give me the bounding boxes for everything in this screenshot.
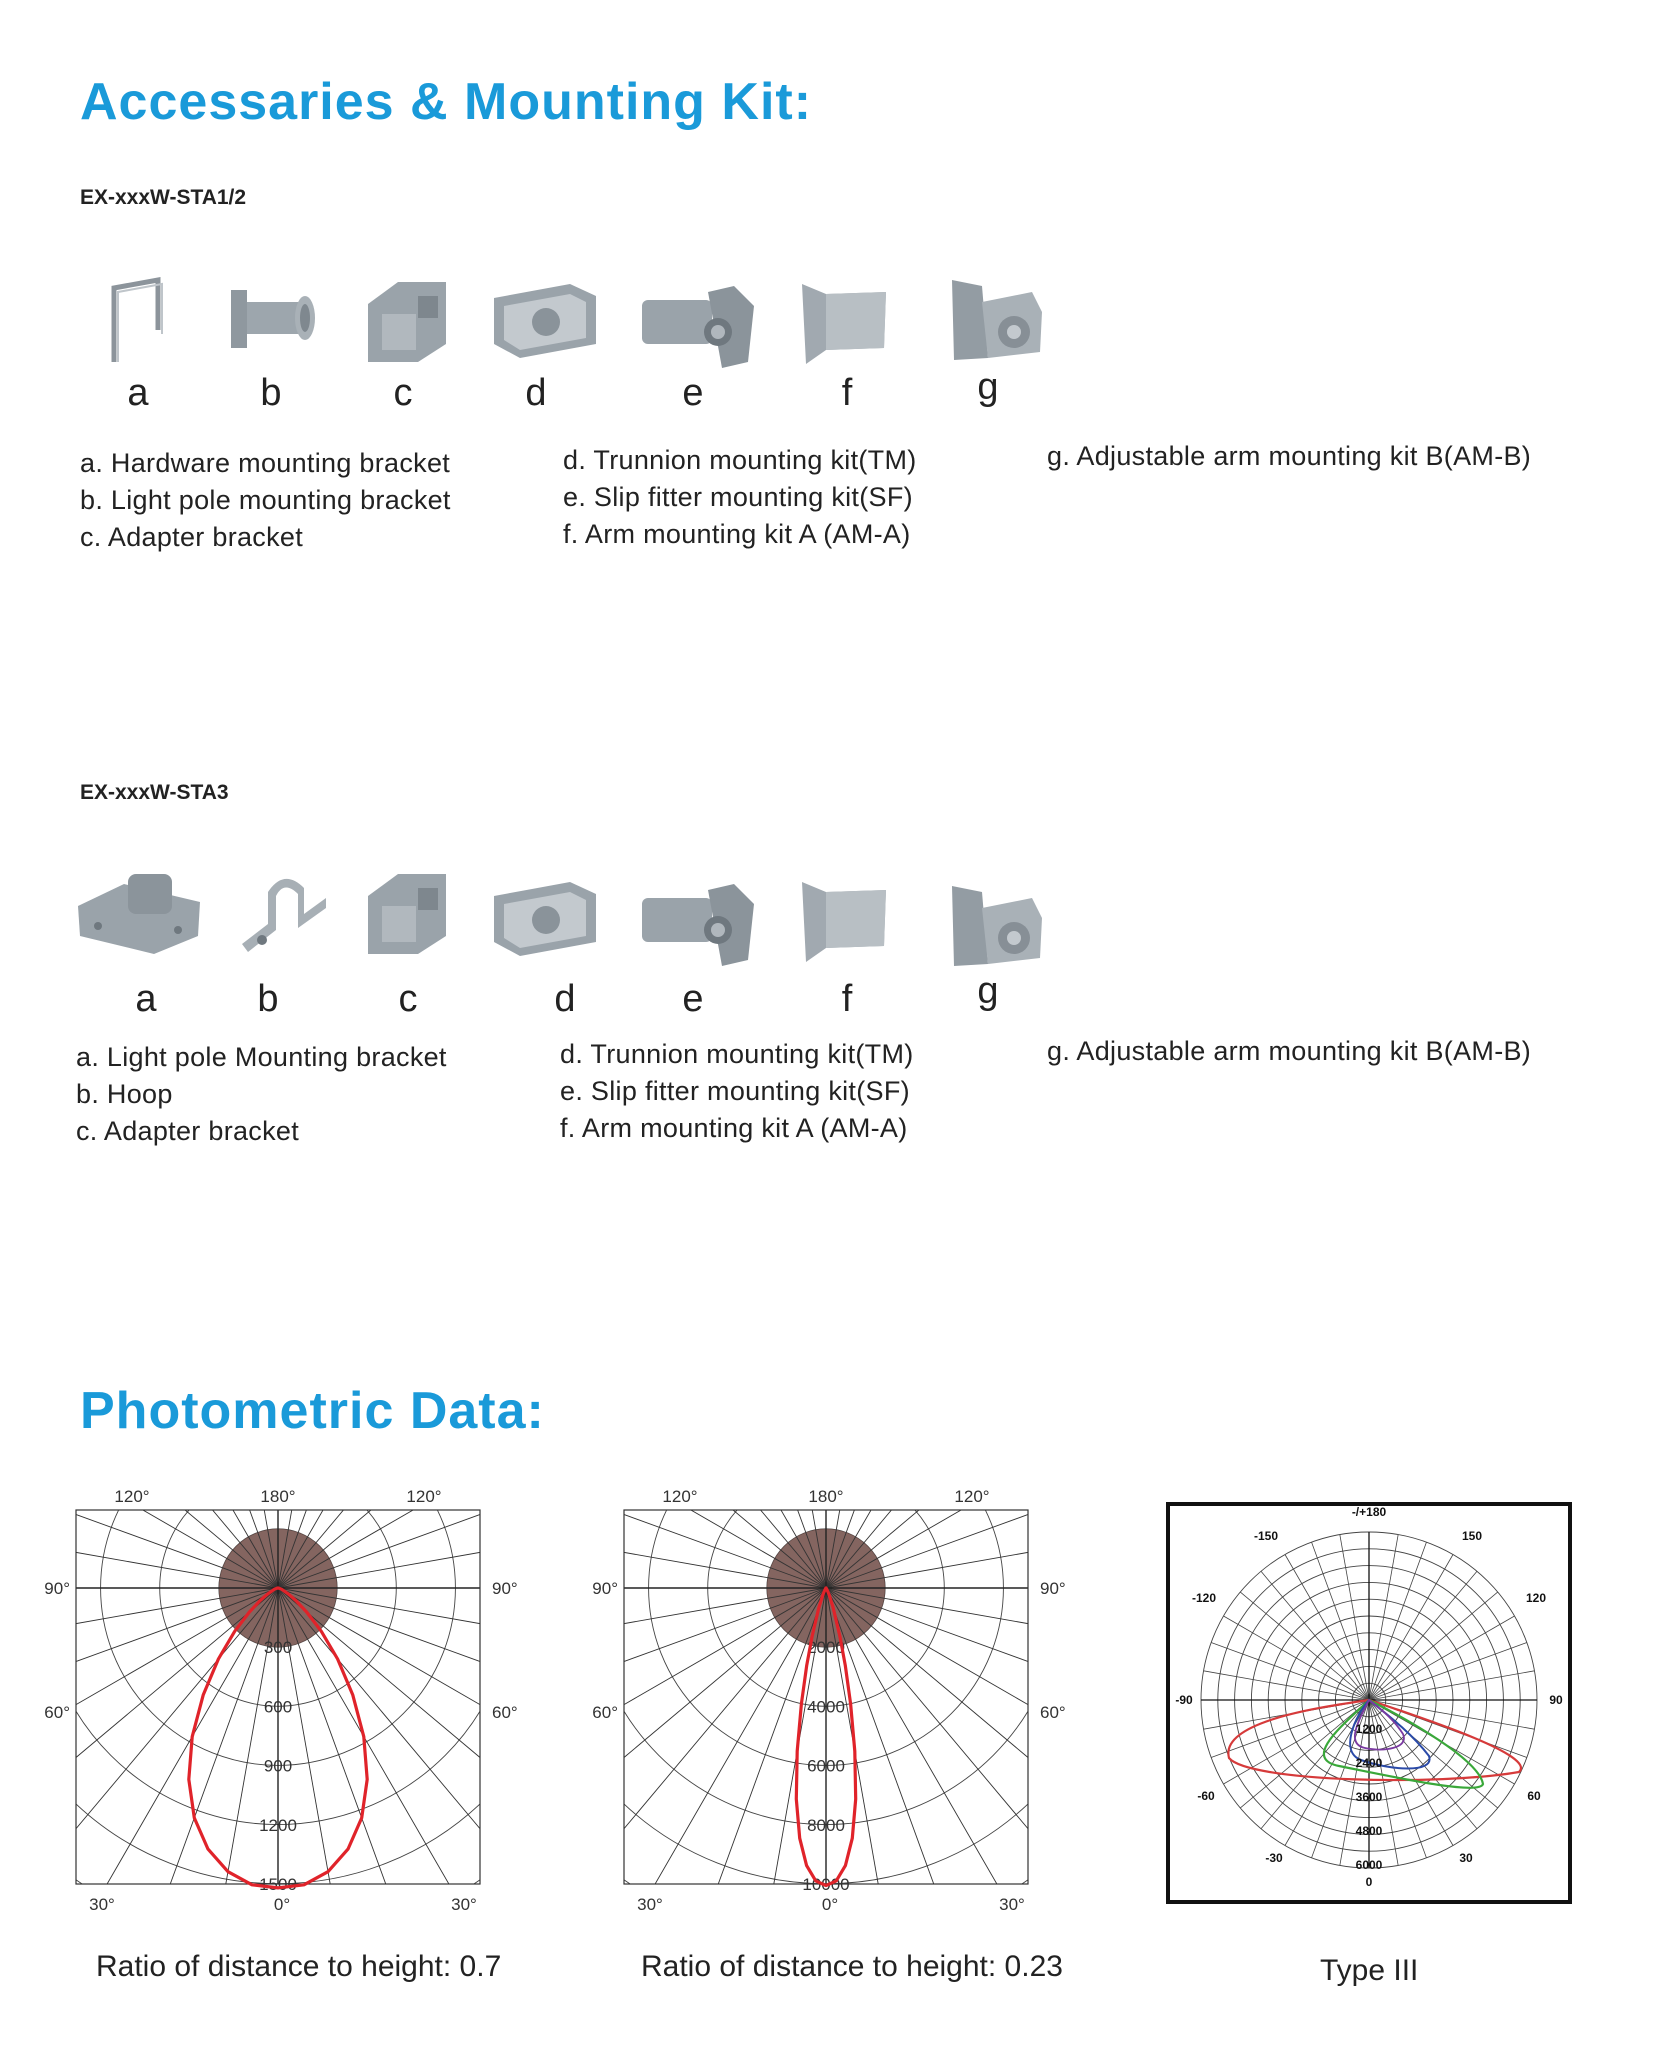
polar-chart-3 — [1166, 1502, 1572, 1904]
angle-label-right-60: 60° — [492, 1703, 518, 1722]
grid-spoke — [826, 1588, 1078, 1920]
kit2-part-g-image — [948, 878, 1048, 974]
kit2-letter-f: f — [841, 978, 853, 1020]
kit2-letter-a: a — [135, 978, 157, 1020]
kit1-desc-col1 — [80, 445, 451, 556]
angle-label-left-90: 90° — [44, 1579, 70, 1598]
angle-label-bottom-center: 0° — [273, 1895, 291, 1914]
kit1-model: EX-xxxW-STA1/2 — [80, 186, 247, 209]
angle-label-bottom-right: 30° — [451, 1895, 477, 1914]
angle-label-left-60: 60° — [592, 1703, 618, 1722]
type3-angle-label: 30 — [1459, 1851, 1473, 1865]
angle-label-top-right: 120° — [954, 1487, 990, 1506]
grid-spoke — [278, 1588, 530, 1920]
radial-tick-label: 900 — [263, 1756, 293, 1776]
radial-tick-label: 1200 — [259, 1815, 297, 1835]
radial-tick-label: 4000 — [807, 1697, 845, 1717]
kit2-letter-g: g — [977, 970, 999, 1012]
kit2-desc-item: a. Light pole Mounting bracket — [76, 1042, 447, 1072]
type3-angle-label: 150 — [1461, 1529, 1483, 1543]
type3-angle-label: 60 — [1527, 1789, 1541, 1803]
radial-tick-label: 2000 — [807, 1638, 845, 1658]
chart2-title: Ratio of distance to height: 0.23 — [641, 1950, 1063, 1983]
grid-spoke — [578, 1588, 826, 1920]
radial-tick-label: 1500 — [259, 1875, 297, 1894]
kit1-part-g-image — [948, 272, 1048, 368]
kit1-letter-g: g — [977, 366, 999, 408]
type3-angle-label: 90 — [1549, 1693, 1563, 1707]
grid-spoke — [826, 1588, 1078, 1896]
kit2-part-e-image — [638, 880, 768, 972]
kit1-part-d-image — [490, 278, 600, 364]
type3-angle-label: -60 — [1197, 1789, 1215, 1803]
kit1-desc-item: g. Adjustable arm mounting kit B(AM-B) — [1047, 441, 1532, 471]
kit2-desc-item: c. Adapter bracket — [76, 1116, 300, 1146]
kit2-letter-d: d — [554, 978, 576, 1020]
kit1-desc-item: a. Hardware mounting bracket — [80, 448, 451, 478]
kit2-part-f-image — [796, 876, 892, 962]
chart3-title: Type III — [1320, 1954, 1419, 1987]
grid-spoke — [826, 1588, 1078, 1920]
grid-spoke — [578, 1588, 826, 1920]
kit1-letter-c: c — [393, 372, 413, 414]
kit1-desc-col3 — [1047, 438, 1531, 475]
kit2-desc-item: b. Hoop — [76, 1079, 173, 1109]
angle-label-top-left: 120° — [114, 1487, 150, 1506]
type3-angle-label: -150 — [1253, 1529, 1279, 1543]
kit2-model: EX-xxxW-STA3 — [80, 781, 229, 804]
photometric-title: Photometric Data: — [80, 1382, 545, 1440]
angle-label-bottom-center: 0° — [821, 1895, 839, 1914]
grid-spoke — [278, 1588, 530, 1896]
kit1-letter-f: f — [841, 372, 853, 414]
type3-angle-label: 120 — [1525, 1591, 1547, 1605]
grid-spoke — [826, 1588, 1078, 1920]
grid-spoke — [578, 1588, 826, 1920]
angle-label-right-90: 90° — [492, 1579, 518, 1598]
grid-spoke — [30, 1588, 278, 1920]
kit1-letter-e: e — [682, 372, 704, 414]
grid-spoke — [826, 1588, 1078, 1920]
type3-radial-tick: 2400 — [1355, 1756, 1383, 1770]
radial-tick-label: 600 — [263, 1697, 293, 1717]
angle-label-bottom-left: 30° — [89, 1895, 115, 1914]
kit2-letter-e: e — [682, 978, 704, 1020]
type3-radial-tick: 1200 — [1355, 1722, 1383, 1736]
kit2-part-d-image — [490, 876, 600, 962]
angle-label-right-90: 90° — [1040, 1579, 1066, 1598]
grid-spoke — [826, 1588, 1078, 1920]
angle-label-left-90: 90° — [592, 1579, 618, 1598]
grid-spoke — [30, 1588, 278, 1920]
type3-angle-label: -/+180 — [1351, 1505, 1387, 1519]
kit1-part-e-image — [638, 282, 768, 374]
kit1-desc-item: f. Arm mounting kit A (AM-A) — [563, 519, 911, 549]
kit1-part-b-image — [225, 276, 325, 366]
type3-angle-label: -90 — [1175, 1693, 1193, 1707]
kit1-part-f-image — [796, 278, 892, 364]
radial-tick-label: 6000 — [807, 1756, 845, 1776]
kit1-desc-item: c. Adapter bracket — [80, 522, 304, 552]
grid-spoke — [278, 1588, 530, 1920]
kit1-part-c-image — [358, 274, 458, 366]
polar-chart-2 — [578, 1480, 1078, 1920]
kit2-desc-col1 — [76, 1039, 447, 1150]
kit2-letter-b: b — [257, 978, 279, 1020]
kit1-desc-item: d. Trunnion mounting kit(TM) — [563, 445, 917, 475]
angle-label-right-60: 60° — [1040, 1703, 1066, 1722]
chart1-title: Ratio of distance to height: 0.7 — [96, 1950, 502, 1983]
angle-label-top-left: 120° — [662, 1487, 698, 1506]
grid-spoke — [578, 1588, 826, 1920]
angle-label-top-center: 180° — [808, 1487, 844, 1506]
kit2-part-b-image — [234, 864, 330, 954]
kit2-letter-c: c — [398, 978, 418, 1020]
kit2-desc-item: d. Trunnion mounting kit(TM) — [560, 1039, 914, 1069]
radial-tick-label: 300 — [263, 1638, 293, 1658]
kit1-letter-a: a — [127, 372, 149, 414]
kit2-part-a-image — [74, 866, 204, 956]
grid-spoke — [278, 1588, 530, 1920]
kit2-desc-item: f. Arm mounting kit A (AM-A) — [560, 1113, 908, 1143]
angle-label-bottom-left: 30° — [637, 1895, 663, 1914]
kit2-desc-col3 — [1047, 1033, 1531, 1070]
kit2-desc-item: g. Adjustable arm mounting kit B(AM-B) — [1047, 1036, 1532, 1066]
kit1-letter-d: d — [525, 372, 547, 414]
grid-spoke — [30, 1588, 278, 1920]
kit2-part-c-image — [358, 866, 458, 958]
type3-angle-label: -30 — [1265, 1851, 1283, 1865]
grid-spoke — [30, 1588, 278, 1920]
radial-tick-label: 10000 — [802, 1875, 850, 1894]
accessories-title: Accessaries & Mounting Kit: — [80, 73, 813, 131]
grid-spoke — [30, 1588, 278, 1920]
polar-chart-1 — [30, 1480, 530, 1920]
angle-label-bottom-right: 30° — [999, 1895, 1025, 1914]
grid-spoke — [578, 1588, 826, 1920]
kit2-desc-item: e. Slip fitter mounting kit(SF) — [560, 1076, 910, 1106]
grid-spoke — [278, 1588, 530, 1920]
kit1-desc-item: e. Slip fitter mounting kit(SF) — [563, 482, 913, 512]
kit1-desc-col2 — [563, 442, 917, 553]
grid-spoke — [278, 1588, 530, 1920]
type3-radial-tick: 6000 — [1355, 1858, 1383, 1872]
angle-label-top-right: 120° — [406, 1487, 442, 1506]
type3-radial-tick: 3600 — [1355, 1790, 1383, 1804]
kit1-part-a-image — [106, 270, 170, 366]
angle-label-top-center: 180° — [260, 1487, 296, 1506]
type3-radial-tick: 4800 — [1355, 1824, 1383, 1838]
kit1-letter-b: b — [260, 372, 282, 414]
type3-angle-label: 0 — [1365, 1875, 1373, 1889]
kit1-desc-item: b. Light pole mounting bracket — [80, 485, 451, 515]
type3-angle-label: -120 — [1191, 1591, 1217, 1605]
kit2-desc-col2 — [560, 1036, 914, 1147]
angle-label-left-60: 60° — [44, 1703, 70, 1722]
radial-tick-label: 8000 — [807, 1815, 845, 1835]
